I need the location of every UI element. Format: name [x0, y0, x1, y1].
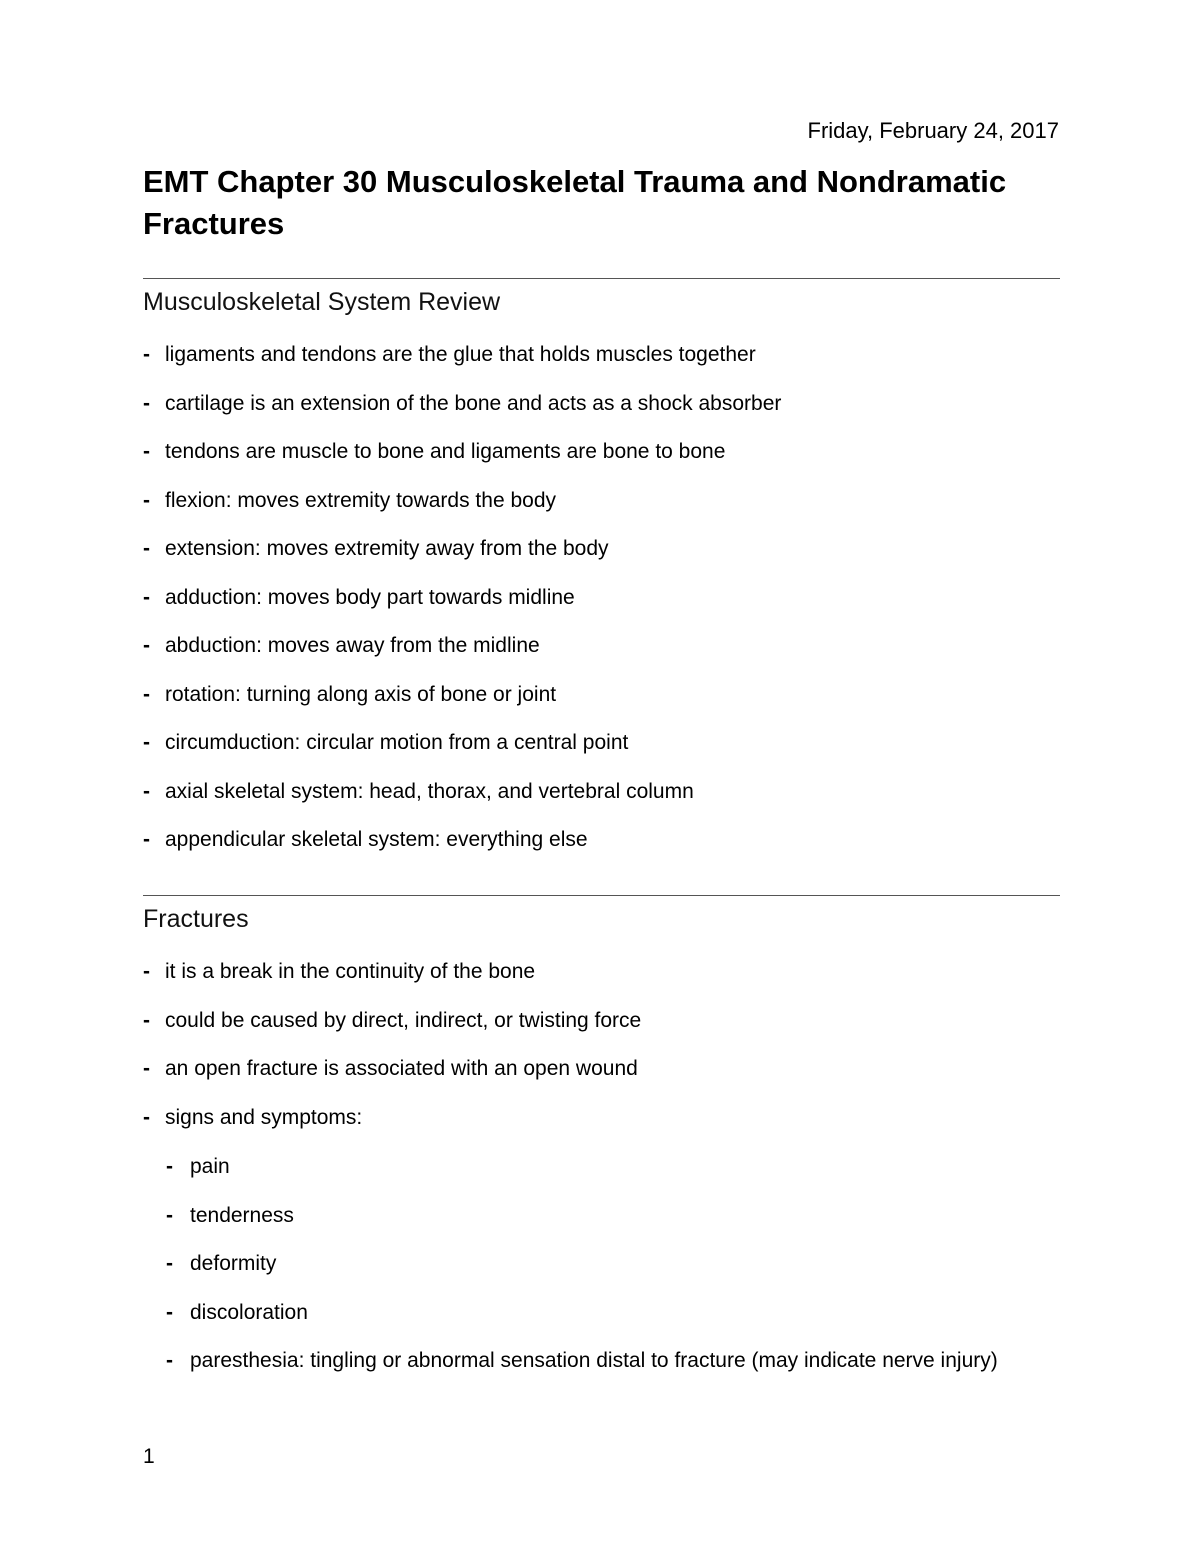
- bullet-dash: -: [166, 1349, 173, 1372]
- list-item-text: axial skeletal system: head, thorax, and vertebral column: [165, 779, 694, 803]
- list-item: [166, 1299, 1046, 1327]
- document-date: Friday, February 24, 2017: [807, 118, 1059, 143]
- bullet-dash: -: [143, 488, 150, 512]
- list-item-text: paresthesia: tingling or abnormal sensation distal to fracture (may indicate nerve injury): [190, 1349, 998, 1372]
- list-item-text: cartilage is an extension of the bone and acts as a shock absorber: [165, 391, 782, 415]
- list-item: [143, 681, 1043, 709]
- list-item-text: ligaments and tendons are the glue that holds muscles together: [165, 343, 756, 366]
- list-item: [143, 826, 1043, 854]
- list-item: [166, 1250, 1046, 1278]
- list-item-text: circumduction: circular motion from a central point: [165, 731, 629, 754]
- list-item-text: flexion: moves extremity towards the body: [165, 488, 557, 512]
- list-item: [143, 535, 1043, 563]
- list-item-text: rotation: turning along axis of bone or joint: [165, 682, 557, 706]
- list-item-text: tendons are muscle to bone and ligaments are bone to bone: [165, 440, 726, 463]
- bullet-dash: -: [143, 828, 150, 851]
- bullet-dash: -: [143, 960, 150, 983]
- bullet-dash: -: [143, 779, 150, 803]
- list-item-text: discoloration: [190, 1300, 308, 1324]
- list-item: [166, 1202, 1046, 1230]
- bullet-dash: -: [143, 682, 150, 706]
- list-item-text: deformity: [190, 1252, 277, 1275]
- fractures-bullet-list: [143, 958, 1043, 1152]
- page-number: 1: [143, 1445, 155, 1468]
- list-item: [143, 729, 1043, 757]
- bullet-dash: -: [143, 585, 150, 609]
- bullet-dash: -: [166, 1252, 173, 1275]
- bullet-dash: -: [166, 1203, 173, 1227]
- bullet-dash: -: [143, 634, 150, 657]
- section-heading-review: Musculoskeletal System Review: [143, 288, 501, 316]
- symptoms-sub-list: [166, 1153, 1046, 1396]
- list-item-text: abduction: moves away from the midline: [165, 634, 540, 657]
- review-bullet-list: [143, 341, 1043, 875]
- list-item: [143, 584, 1043, 612]
- list-item: [143, 390, 1043, 418]
- list-item-text: an open fracture is associated with an open wound: [165, 1057, 638, 1080]
- bullet-dash: -: [143, 731, 150, 754]
- list-item-text: appendicular skeletal system: everything else: [165, 828, 588, 851]
- list-item-text: extension: moves extremity away from the body: [165, 537, 609, 560]
- bullet-dash: -: [166, 1300, 173, 1324]
- bullet-dash: -: [143, 440, 150, 463]
- section-divider: [143, 278, 1060, 279]
- list-item: [166, 1153, 1046, 1181]
- list-item-text: signs and symptoms:: [165, 1105, 363, 1129]
- bullet-dash: -: [143, 1008, 150, 1032]
- list-item-text: pain: [190, 1155, 230, 1178]
- list-item-text: adduction: moves body part towards midline: [165, 585, 575, 609]
- list-item: [143, 958, 1043, 986]
- list-item: [166, 1347, 1046, 1375]
- bullet-dash: -: [143, 537, 150, 560]
- section-divider: [143, 895, 1060, 896]
- bullet-dash: -: [143, 1105, 150, 1129]
- list-item: [143, 438, 1043, 466]
- list-item: [143, 1104, 1043, 1132]
- list-item-text: could be caused by direct, indirect, or twisting force: [165, 1008, 642, 1032]
- list-item: [143, 341, 1043, 369]
- list-item-text: tenderness: [190, 1203, 294, 1227]
- section-heading-fractures: Fractures: [143, 905, 249, 933]
- document-title: EMT Chapter 30 Musculoskeletal Trauma and Nondramatic Fractures: [143, 164, 1007, 241]
- list-item: [143, 487, 1043, 515]
- list-item: [143, 632, 1043, 660]
- list-item-text: it is a break in the continuity of the bone: [165, 960, 536, 983]
- bullet-dash: -: [143, 391, 150, 415]
- bullet-dash: -: [143, 343, 150, 366]
- list-item: [143, 1007, 1043, 1035]
- bullet-dash: -: [143, 1057, 150, 1080]
- list-item: [143, 1055, 1043, 1083]
- list-item: [143, 778, 1043, 806]
- bullet-dash: -: [166, 1155, 173, 1178]
